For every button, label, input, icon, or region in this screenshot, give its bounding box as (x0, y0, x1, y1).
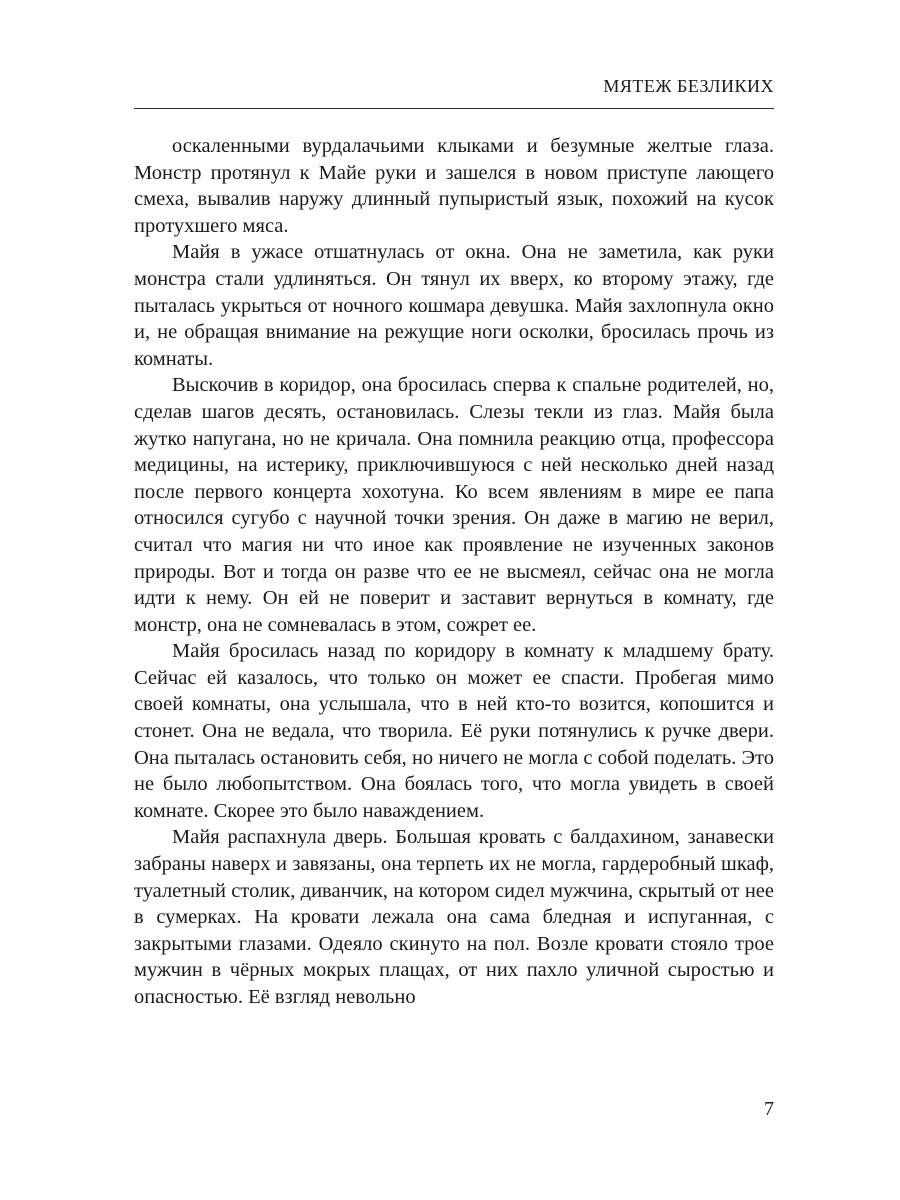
page-number: 7 (764, 1098, 774, 1120)
paragraph-1: оскаленными вурдалачьими клыками и безумные желтые глаза. Монстр протянул к Майе руки и зашелся в новом приступе лающего смеха, вывалив наружу длинный пупыристый язык, похожий на кусок протухшего мяса. (134, 135, 774, 237)
body-text (134, 133, 774, 1011)
paragraph-3: Выскочив в коридор, она бросилась сперва к спальне родителей, но, сделав шагов десять, остановилась. Слезы текли из глаз. Майя была жутко напугана, но не кричала. Она помнила реакцию отца, профессора медицины, на истерику, приключившуюся с ней несколько дней назад после первого концерта хохотуна. Ко всем явлениям в мире ее папа относился сугубо с научной точки зрения. Он даже в магию не верил, считал что магия ни что иное как проявление не изученных законов природы. Вот и тогда он разве что ее не высмеял, сейчас она не могла идти к нему. Он ей не поверит и заставит вернуться в комнату, где монстр, она не сомневалась в этом, сожрет ее. (134, 374, 774, 636)
paragraph-5: Майя распахнула дверь. Большая кровать с балдахином, занавески забраны наверх и завязаны, она терпеть их не могла, гардеробный шкаф, туалетный столик, диванчик, на котором сидел мужчина, скрытый от нее в сумерках. На кровати лежала она сама бледная и испуганная, с закрытыми глазами. Одеяло скинуто на пол. Возле кровати стояло трое мужчин в чёрных мокрых плащах, от них пахло уличной сыростью и опасностью. Её взгляд невольно (134, 826, 774, 1008)
paragraph-4: Майя бросилась назад по коридору в комнату к младшему брату. Сейчас ей казалось, что только он может ее спасти. Пробегая мимо своей комнаты, она услышала, что в ней кто-то возится, копошится и стонет. Она не ведала, что творила. Её руки потянулись к ручке двери. Она пыталась остановить себя, но ничего не могла с собой поделать. Это не было любопытством. Она боялась того, что могла увидеть в своей комнате. Скорее это было наваждением. (134, 640, 774, 822)
paragraph-2: Майя в ужасе отшатнулась от окна. Она не заметила, как руки монстра стали удлиняться. Он тянул их вверх, ко второму этажу, где пыталась укрыться от ночного кошмара девушка. Майя захлопнула окно и, не обращая внимание на режущие ноги осколки, бросилась прочь из комнаты. (134, 241, 774, 370)
running-header (134, 76, 774, 109)
running-title: МЯТЕЖ БЕЗЛИКИХ (603, 76, 774, 96)
